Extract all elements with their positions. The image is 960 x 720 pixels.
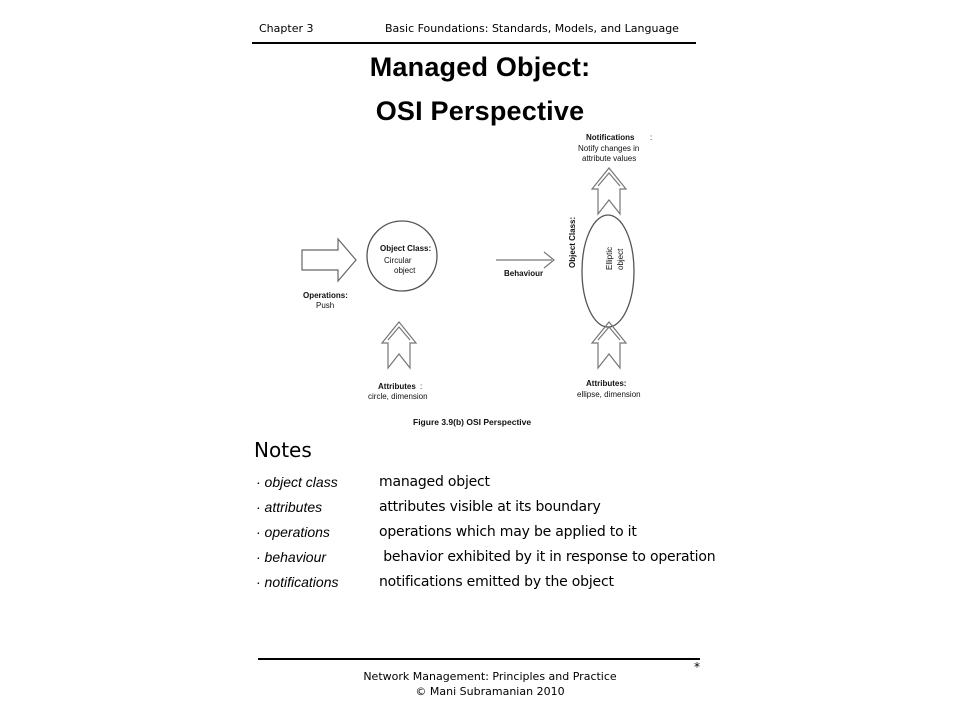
notifications-colon: : [650, 133, 653, 142]
object-class-left-text-2: object [394, 266, 416, 275]
attributes-left-colon: : [420, 382, 423, 391]
note-term-behaviour: · behaviour [256, 549, 327, 565]
notifications-text-2: attribute values [582, 154, 637, 163]
attributes-left-label: Attributes [378, 382, 416, 391]
attributes-right-label: Attributes: [586, 379, 627, 388]
notifications-arrow [592, 168, 626, 214]
object-class-right-text-2: object [616, 248, 625, 270]
chapter-label: Chapter 3 [259, 22, 314, 35]
note-def-attributes: attributes visible at its boundary [379, 499, 601, 515]
footer-line2: © Mani Subramanian 2010 [415, 685, 565, 698]
notes-heading: Notes [254, 438, 312, 462]
note-def-object-class: managed object [379, 474, 490, 490]
attributes-right-text: ellipse, dimension [577, 390, 641, 399]
attributes-left-arrow [382, 322, 416, 368]
figure-caption: Figure 3.9(b) OSI Perspective [413, 417, 532, 427]
footer-rule [258, 658, 700, 660]
attributes-left-text: circle, dimension [368, 392, 428, 401]
figure [296, 128, 653, 428]
behaviour-label: Behaviour [504, 269, 544, 278]
note-term-attributes: · attributes [256, 499, 323, 515]
notifications-text-1: Notify changes in [578, 144, 640, 153]
object-class-left-text-1: Circular [384, 256, 412, 265]
page-title-line2: OSI Perspective [375, 96, 585, 126]
attributes-right-arrow [592, 322, 626, 368]
object-class-left-label: Object Class: [380, 244, 432, 253]
note-def-behaviour: behavior exhibited by it in response to operation [379, 549, 716, 565]
note-term-object-class: · object class [256, 474, 338, 490]
note-def-operations: operations which may be applied to it [379, 524, 637, 540]
footer-asterisk: * [694, 660, 700, 674]
page-title-line1: Managed Object: [369, 52, 591, 82]
object-class-right-label: Object Class: [568, 216, 577, 268]
operations-text: Push [316, 301, 335, 310]
note-term-notifications: · notifications [256, 574, 339, 590]
footer-line1: Network Management: Principles and Practice [363, 670, 617, 683]
note-term-operations: · operations [256, 524, 330, 540]
header-rule [252, 42, 696, 44]
operations-label: Operations: [303, 291, 348, 300]
header-subject: Basic Foundations: Standards, Models, and Language [385, 22, 679, 35]
operations-arrow [302, 239, 356, 281]
notifications-label: Notifications [586, 133, 635, 142]
elliptic-object-shape [582, 215, 634, 327]
object-class-right-text-1: Elliptic [605, 246, 614, 270]
note-def-notifications: notifications emitted by the object [379, 574, 614, 590]
